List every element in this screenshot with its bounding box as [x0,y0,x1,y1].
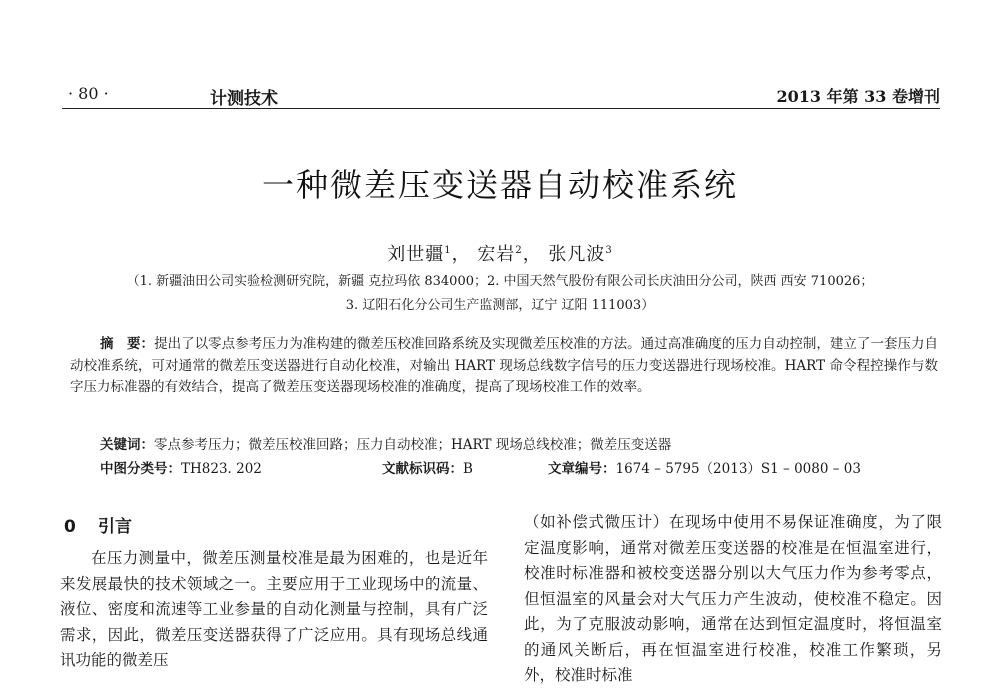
article-no-label: 文章编号： [548,461,616,477]
header-rule [62,108,940,109]
author-name: 张凡波 [548,244,606,265]
clc-label: 中图分类号： [100,461,181,477]
clc-number [100,457,262,477]
article-no-value: 1674 – 5795（2013）S1 – 0080 – 03 [615,461,861,477]
section-title: 引言 [98,517,132,537]
issue-info: 2013 年第 33 卷增刊 [776,87,940,106]
article-title: 一种微差压变送器自动校准系统 [261,166,738,204]
section-number: 0 [64,517,76,537]
author-affil-mark: 1 [444,245,452,256]
abstract [70,334,938,399]
author-name: 刘世疆 [387,244,445,265]
doc-code [382,457,473,477]
journal-name: 计测技术 [210,89,278,109]
clc-value: TH823. 202 [181,461,262,477]
section-heading [64,512,132,537]
affiliation-line: 3. 辽阳石化分公司生产监测部，辽宁 辽阳 111003） [345,298,655,313]
keywords [100,433,938,453]
affiliation-line: （1. 新疆油田公司实验检测研究院，新疆 克拉玛依 834000；2. 中国天然气股份有限公司长庆油田分公司，陕西 西安 710026； [126,274,874,289]
body-left-column: 在压力测量中，微差压测量校准是最为困难的，也是近年来发展最快的技术领域之一。主要应用于工业现场中的流量、液位、密度和流速等工业参量的自动化测量与控制，具有广泛需求，因此，微差压变送器获得了广泛应用。具有现场总线通讯功能的微差压 [60,549,488,669]
doc-code-label: 文献标识码： [382,461,463,477]
classification-line [100,457,938,477]
abstract-label: 摘 要： [100,336,155,352]
page-number: · 80 · [68,84,109,103]
article-number [548,457,861,477]
abstract-text: 提出了以零点参考压力为准构建的微差压校准回路系统及实现微差压校准的方法。通过高准确度的压力自动控制，建立了一套压力自动校准系统，可对通常的微差压变送器进行自动化校准，对输出 HART 现场总线数字信号的压力变送器进行现场校准。HART 命令程控操作与数字压力标准器的有效结合，提高了微差压变送器现场校准的准确度，提高了现场校准工作的效率。 [70,336,939,395]
keywords-text: 零点参考压力；微差压校准回路；压力自动校准；HART 现场总线校准；微差压变送器 [154,437,672,453]
author-name: 宏岩 [477,244,516,265]
body-right-column: （如补偿式微压计）在现场中使用不易保证准确度，为了限定温度影响，通常对微差压变送器的校准是在恒温室进行，校准时标准器和被校变送器分别以大气压力作为参考零点，但恒温室的风量会对大气压力产生波动，使校准不稳定。因此，为了克服波动影响，通常在达到恒定温度时，将恒温室的通风关断后，再在恒温室进行校准，校准工作繁琐，另外，校准时标准 [524,513,942,684]
keywords-label: 关键词： [100,437,154,453]
running-header [62,84,940,109]
author-affil-mark: 3 [605,245,613,256]
author-affil-mark: 2 [515,245,523,256]
author-list: 刘世疆$^1$， 宏岩$^2$， 张凡波$^3$ [387,244,613,265]
doc-code-value: B [463,461,473,477]
